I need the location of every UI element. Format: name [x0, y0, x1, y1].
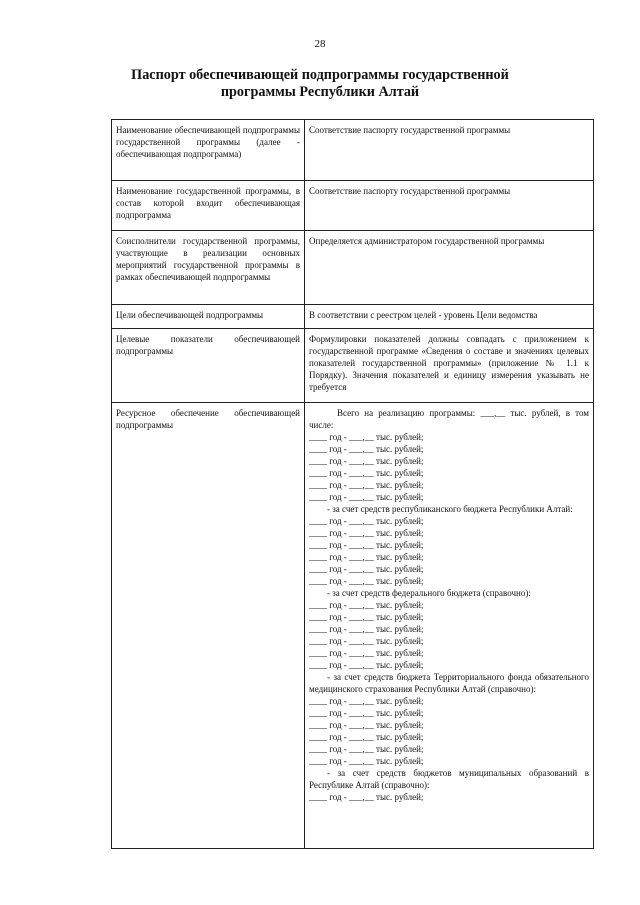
- table-row: [112, 231, 594, 305]
- document-title-line-1: Паспорт обеспечивающей подпрограммы государственной: [131, 67, 509, 83]
- table-row-resource: [112, 403, 594, 849]
- year-line: ____ год - ___,__ тыс. рублей;: [309, 432, 424, 442]
- year-line: ____ год - ___,__ тыс. рублей;: [309, 540, 424, 550]
- year-line: ____ год - ___,__ тыс. рублей;: [309, 648, 424, 658]
- year-line: ____ год - ___,__ тыс. рублей;: [309, 792, 424, 802]
- table-row: [112, 181, 594, 231]
- year-line: ____ год - ___,__ тыс. рублей;: [309, 480, 424, 490]
- row-label: Целевые показатели обеспечивающей подпрограммы: [112, 329, 305, 403]
- year-line: ____ год - ___,__ тыс. рублей;: [309, 636, 424, 646]
- year-line: ____ год - ___,__ тыс. рублей;: [309, 612, 424, 622]
- year-line: ____ год - ___,__ тыс. рублей;: [309, 696, 424, 706]
- year-line: ____ год - ___,__ тыс. рублей;: [309, 552, 424, 562]
- document-title: [110, 67, 530, 101]
- year-line: ____ год - ___,__ тыс. рублей;: [309, 456, 424, 466]
- table-row: [112, 329, 594, 403]
- funding-source: - за счет средств бюджета Территориального фонда обязательного медицинского страхования Республики Алтай (справочно):: [309, 672, 589, 694]
- year-line: ____ год - ___,__ тыс. рублей;: [309, 528, 424, 538]
- year-line: ____ год - ___,__ тыс. рублей;: [309, 564, 424, 574]
- row-value: Формулировки показателей должны совпадать с приложением к государственной программе «Сведения о составе и значениях целевых показателей государственной программы» (приложение № 1.1 к Порядку). Значения показателей и единицу измерения указывать не требуется: [305, 329, 594, 403]
- year-line: ____ год - ___,__ тыс. рублей;: [309, 492, 424, 502]
- resource-total: Всего на реализацию программы: ___,__ тыс. рублей, в том числе:: [309, 408, 589, 430]
- row-value: Определяется администратором государственной программы: [305, 231, 594, 305]
- year-line: ____ год - ___,__ тыс. рублей;: [309, 756, 424, 766]
- year-line: ____ год - ___,__ тыс. рублей;: [309, 744, 424, 754]
- row-value: В соответствии с реестром целей - уровень Цели ведомства: [305, 305, 594, 329]
- row-label: Наименование государственной программы, в состав которой входит обеспечивающая подпрограмма: [112, 181, 305, 231]
- row-value: Соответствие паспорту государственной программы: [305, 120, 594, 181]
- row-label: Соисполнители государственной программы, участвующие в реализации основных мероприятий государственной программы в рамках обеспечивающей подпрограммы: [112, 231, 305, 305]
- year-line: ____ год - ___,__ тыс. рублей;: [309, 708, 424, 718]
- table-row: [112, 120, 594, 181]
- year-line: ____ год - ___,__ тыс. рублей;: [309, 660, 424, 670]
- row-label: Наименование обеспечивающей подпрограммы государственной программы (далее - обеспечивающая подпрограмма): [112, 120, 305, 181]
- passport-table: [111, 119, 594, 849]
- year-line: ____ год - ___,__ тыс. рублей;: [309, 576, 424, 586]
- year-line: ____ год - ___,__ тыс. рублей;: [309, 720, 424, 730]
- year-line: ____ год - ___,__ тыс. рублей;: [309, 600, 424, 610]
- funding-source: - за счет средств бюджетов муниципальных образований в Республике Алтай (справочно):: [309, 768, 589, 790]
- funding-source: - за счет средств федерального бюджета (справочно):: [327, 588, 531, 598]
- resource-value: [305, 403, 594, 849]
- page-number: 28: [314, 38, 326, 50]
- year-line: ____ год - ___,__ тыс. рублей;: [309, 468, 424, 478]
- year-line: ____ год - ___,__ тыс. рублей;: [309, 516, 424, 526]
- document-title-line-2: программы Республики Алтай: [220, 84, 420, 100]
- funding-source: - за счет средств республиканского бюджета Республики Алтай:: [327, 504, 573, 514]
- year-line: ____ год - ___,__ тыс. рублей;: [309, 444, 424, 454]
- row-label: Цели обеспечивающей подпрограммы: [112, 305, 305, 329]
- resource-label: Ресурсное обеспечение обеспечивающей подпрограммы: [112, 403, 305, 849]
- row-value: Соответствие паспорту государственной программы: [305, 181, 594, 231]
- table-row: [112, 305, 594, 329]
- year-line: ____ год - ___,__ тыс. рублей;: [309, 624, 424, 634]
- year-line: ____ год - ___,__ тыс. рублей;: [309, 732, 424, 742]
